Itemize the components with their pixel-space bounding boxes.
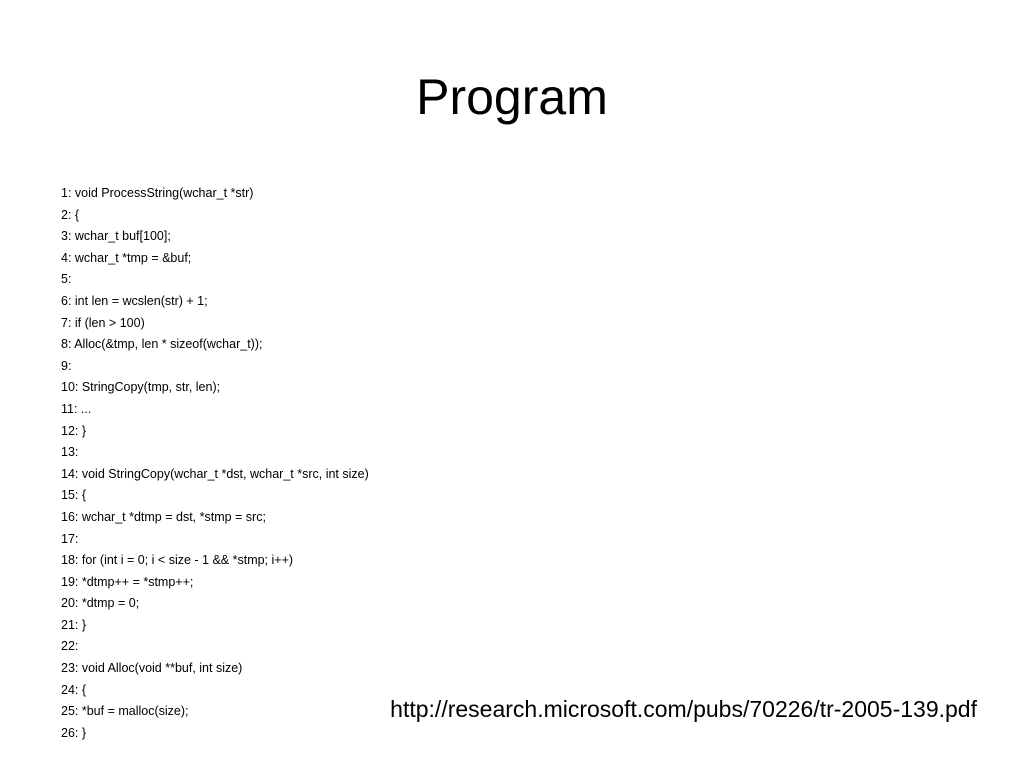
code-line: 13: (61, 445, 79, 460)
code-line: 15: { (61, 488, 87, 503)
code-line: 2: { (61, 207, 80, 222)
code-line: 19: *dtmp++ = *stmp++; (61, 574, 194, 589)
slide-title: Program (416, 69, 608, 125)
code-line: 16: wchar_t *dtmp = dst, *stmp = src; (61, 509, 266, 524)
code-line: 14: void StringCopy(wchar_t *dst, wchar_t *src, int size) (61, 466, 369, 481)
code-line: 25: *buf = malloc(size); (61, 704, 189, 719)
code-line: 24: { (61, 682, 87, 697)
code-line: 20: *dtmp = 0; (61, 596, 140, 611)
code-line: 26: } (61, 725, 87, 740)
code-listing (61, 183, 369, 744)
code-line: 17: (61, 531, 79, 546)
code-line: 3: wchar_t buf[100]; (61, 229, 171, 244)
source-link[interactable]: http://research.microsoft.com/pubs/70226/tr-2005-139.pdf (390, 696, 977, 722)
code-line: 1: void ProcessString(wchar_t *str) (61, 186, 254, 200)
code-line: 23: void Alloc(void **buf, int size) (61, 661, 243, 676)
code-line: 7: if (len > 100) (61, 315, 145, 330)
code-line: 4: wchar_t *tmp = &buf; (61, 250, 192, 265)
code-line: 6: int len = wcslen(str) + 1; (61, 293, 208, 308)
code-line: 11: ... (61, 401, 92, 416)
code-line: 8: Alloc(&tmp, len * sizeof(wchar_t)); (61, 337, 263, 352)
code-line: 5: (61, 272, 72, 287)
code-line: 12: } (61, 423, 87, 438)
code-line: 21: } (61, 617, 87, 632)
code-line: 22: (61, 639, 79, 654)
code-line: 10: StringCopy(tmp, str, len); (61, 380, 221, 395)
code-line: 18: for (int i = 0; i < size - 1 && *stmp; i++) (61, 553, 294, 568)
code-line: 9: (61, 358, 72, 373)
